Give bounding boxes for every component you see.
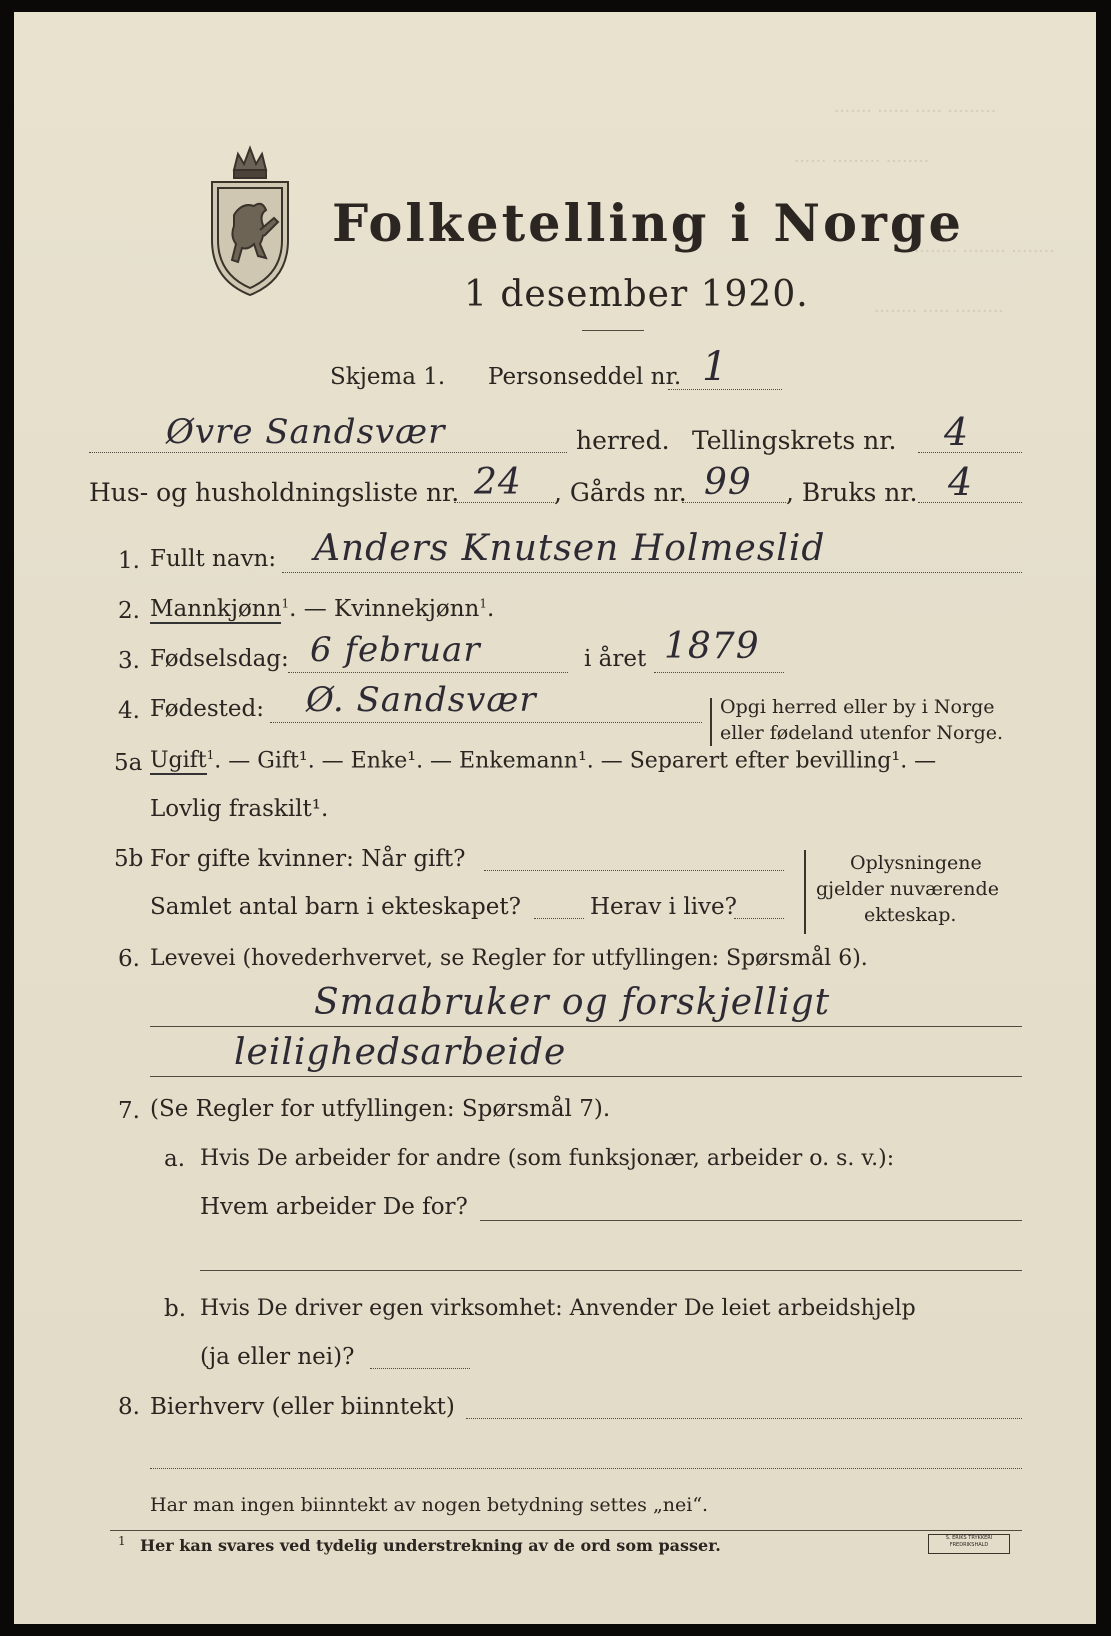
q5b-note-2: gjelder nuværende	[816, 878, 999, 900]
herred-value: Øvre Sandsvær	[166, 412, 446, 452]
q5a-line2[interactable]: Lovlig fraskilt¹.	[150, 796, 329, 822]
bleed-through-text: ······ ········· ········	[794, 152, 930, 172]
q1-name-field[interactable]	[282, 572, 1022, 573]
gards-value: 99	[704, 462, 752, 503]
footnote-divider	[110, 1530, 1022, 1531]
q4-birthplace-field[interactable]	[270, 722, 702, 723]
q1-name-value: Anders Knutsen Holmeslid	[314, 528, 826, 569]
q4-birthplace-value: Ø. Sandsvær	[306, 680, 537, 720]
q7-number: 7.	[118, 1098, 140, 1124]
q2-male-option[interactable]: Mannkjønn	[150, 596, 282, 622]
q5b-note-3: ekteskap.	[864, 904, 957, 926]
q4-note-2: eller fødeland utenfor Norge.	[720, 722, 1004, 744]
q2-gender-options	[150, 596, 494, 622]
husholdning-label: Hus- og husholdningsliste nr.	[89, 478, 460, 507]
q8-field-1[interactable]	[466, 1418, 1022, 1419]
q7-label: (Se Regler for utfyllingen: Spørsmål 7).	[150, 1096, 611, 1122]
q3-day-value: 6 februar	[310, 630, 481, 670]
q5b-children-label: Samlet antal barn i ekteskapet?	[150, 894, 521, 920]
q6-value-1: Smaabruker og forskjelligt	[314, 982, 831, 1023]
q3-label: Fødselsdag:	[150, 646, 289, 672]
q2-number: 2.	[118, 598, 140, 624]
norwegian-coat-of-arms-icon	[204, 140, 296, 300]
q8-note: Har man ingen biinntekt av nogen betydning settes „nei“.	[150, 1494, 709, 1516]
q5a-other-options[interactable]: . — Gift¹. — Enke¹. — Enkemann¹. — Separert efter bevilling¹. —	[214, 748, 937, 774]
q8-field-2[interactable]	[150, 1468, 1022, 1469]
bleed-through-text: ········ ········ ········	[914, 242, 1055, 262]
q2-female-option[interactable]: Kvinnekjønn	[334, 596, 480, 622]
q5b-alive-field[interactable]	[734, 918, 784, 919]
q7a-field-1[interactable]	[480, 1220, 1022, 1221]
census-date: 1 desember 1920.	[464, 274, 809, 315]
q6-field-1[interactable]	[150, 1026, 1022, 1027]
q5a-ugift-option[interactable]: Ugift	[150, 748, 207, 774]
q5b-note-bracket	[804, 850, 806, 934]
footnote-text: Her kan svares ved tydelig understrekning av de ord som passer.	[140, 1536, 721, 1555]
tellingskrets-value: 4	[944, 410, 970, 454]
title-divider	[582, 330, 644, 331]
q5b-married-field[interactable]	[484, 870, 784, 871]
bleed-through-text: ······· ······ ····· ·········	[834, 102, 997, 122]
q3-year-field[interactable]	[654, 672, 784, 673]
q5b-children-field[interactable]	[534, 918, 584, 919]
q4-note-bracket	[710, 698, 712, 746]
gards-label: , Gårds nr.	[554, 478, 687, 507]
q6-label: Levevei (hovederhvervet, se Regler for utfyllingen: Spørsmål 6).	[150, 946, 868, 971]
q7b-letter: b.	[164, 1296, 187, 1322]
q7b-question: (ja eller nei)?	[200, 1344, 355, 1370]
printer-stamp-line-1: S. ERIKS TRYKKERI	[945, 1535, 993, 1541]
husholdning-value: 24	[474, 462, 522, 503]
q3-day-field[interactable]	[288, 672, 568, 673]
skjema-label: Skjema 1.	[330, 364, 446, 390]
personseddel-label: Personseddel nr.	[488, 364, 682, 390]
q7a-question: Hvem arbeider De for?	[200, 1194, 468, 1220]
personseddel-value: 1	[702, 344, 729, 390]
q7a-field-2[interactable]	[200, 1270, 1022, 1271]
q7a-letter: a.	[164, 1146, 186, 1172]
q7b-text: Hvis De driver egen virksomhet: Anvender De leiet arbeidshjelp	[200, 1296, 916, 1321]
q4-label: Fødested:	[150, 696, 265, 722]
herred-field[interactable]	[89, 452, 567, 453]
census-form-page	[14, 12, 1096, 1624]
q5b-alive-label: Herav i live?	[590, 894, 737, 920]
q2-male-footnote-mark: 1	[281, 596, 290, 611]
q7b-field[interactable]	[370, 1368, 470, 1369]
bruks-label: , Bruks nr.	[786, 478, 918, 507]
tellingskrets-label: Tellingskrets nr.	[692, 426, 897, 455]
bruks-value: 4	[948, 460, 974, 504]
q2-female-footnote-mark: 1	[479, 596, 487, 611]
q5b-note-1: Oplysningene	[850, 852, 982, 874]
q6-number: 6.	[118, 946, 140, 972]
q5a-ugift-footnote-mark: 1	[206, 748, 215, 762]
q5a-number: 5a	[114, 750, 143, 776]
footnote-marker: 1	[118, 1534, 126, 1548]
q4-note-1: Opgi herred eller by i Norge	[720, 696, 995, 718]
form-title: Folketelling i Norge	[332, 194, 964, 254]
q2-end: .	[486, 596, 495, 622]
q1-label: Fullt navn:	[150, 546, 277, 572]
bleed-through-text: ········ ····· ·········	[874, 302, 1004, 322]
q5b-number: 5b	[114, 846, 144, 872]
printer-stamp	[928, 1534, 1010, 1554]
herred-label: herred.	[576, 426, 670, 455]
q8-number: 8.	[118, 1394, 140, 1420]
q5b-married-label: For gifte kvinner: Når gift?	[150, 846, 466, 872]
tellingskrets-field[interactable]	[918, 452, 1022, 453]
q7a-text: Hvis De arbeider for andre (som funksjonær, arbeider o. s. v.):	[200, 1146, 895, 1171]
q3-number: 3.	[118, 648, 140, 674]
q8-label: Bierhverv (eller biinntekt)	[150, 1394, 455, 1420]
q3-year-value: 1879	[664, 626, 760, 667]
q1-number: 1.	[118, 548, 140, 574]
q6-field-2[interactable]	[150, 1076, 1022, 1077]
q4-number: 4.	[118, 698, 140, 724]
q6-value-2: leilighedsarbeide	[234, 1032, 567, 1073]
q3-year-label: i året	[584, 646, 647, 672]
q5a-options	[150, 748, 936, 773]
printer-stamp-line-2: FREDRIKSHALD	[949, 1542, 989, 1548]
q2-separator: . —	[289, 596, 335, 622]
